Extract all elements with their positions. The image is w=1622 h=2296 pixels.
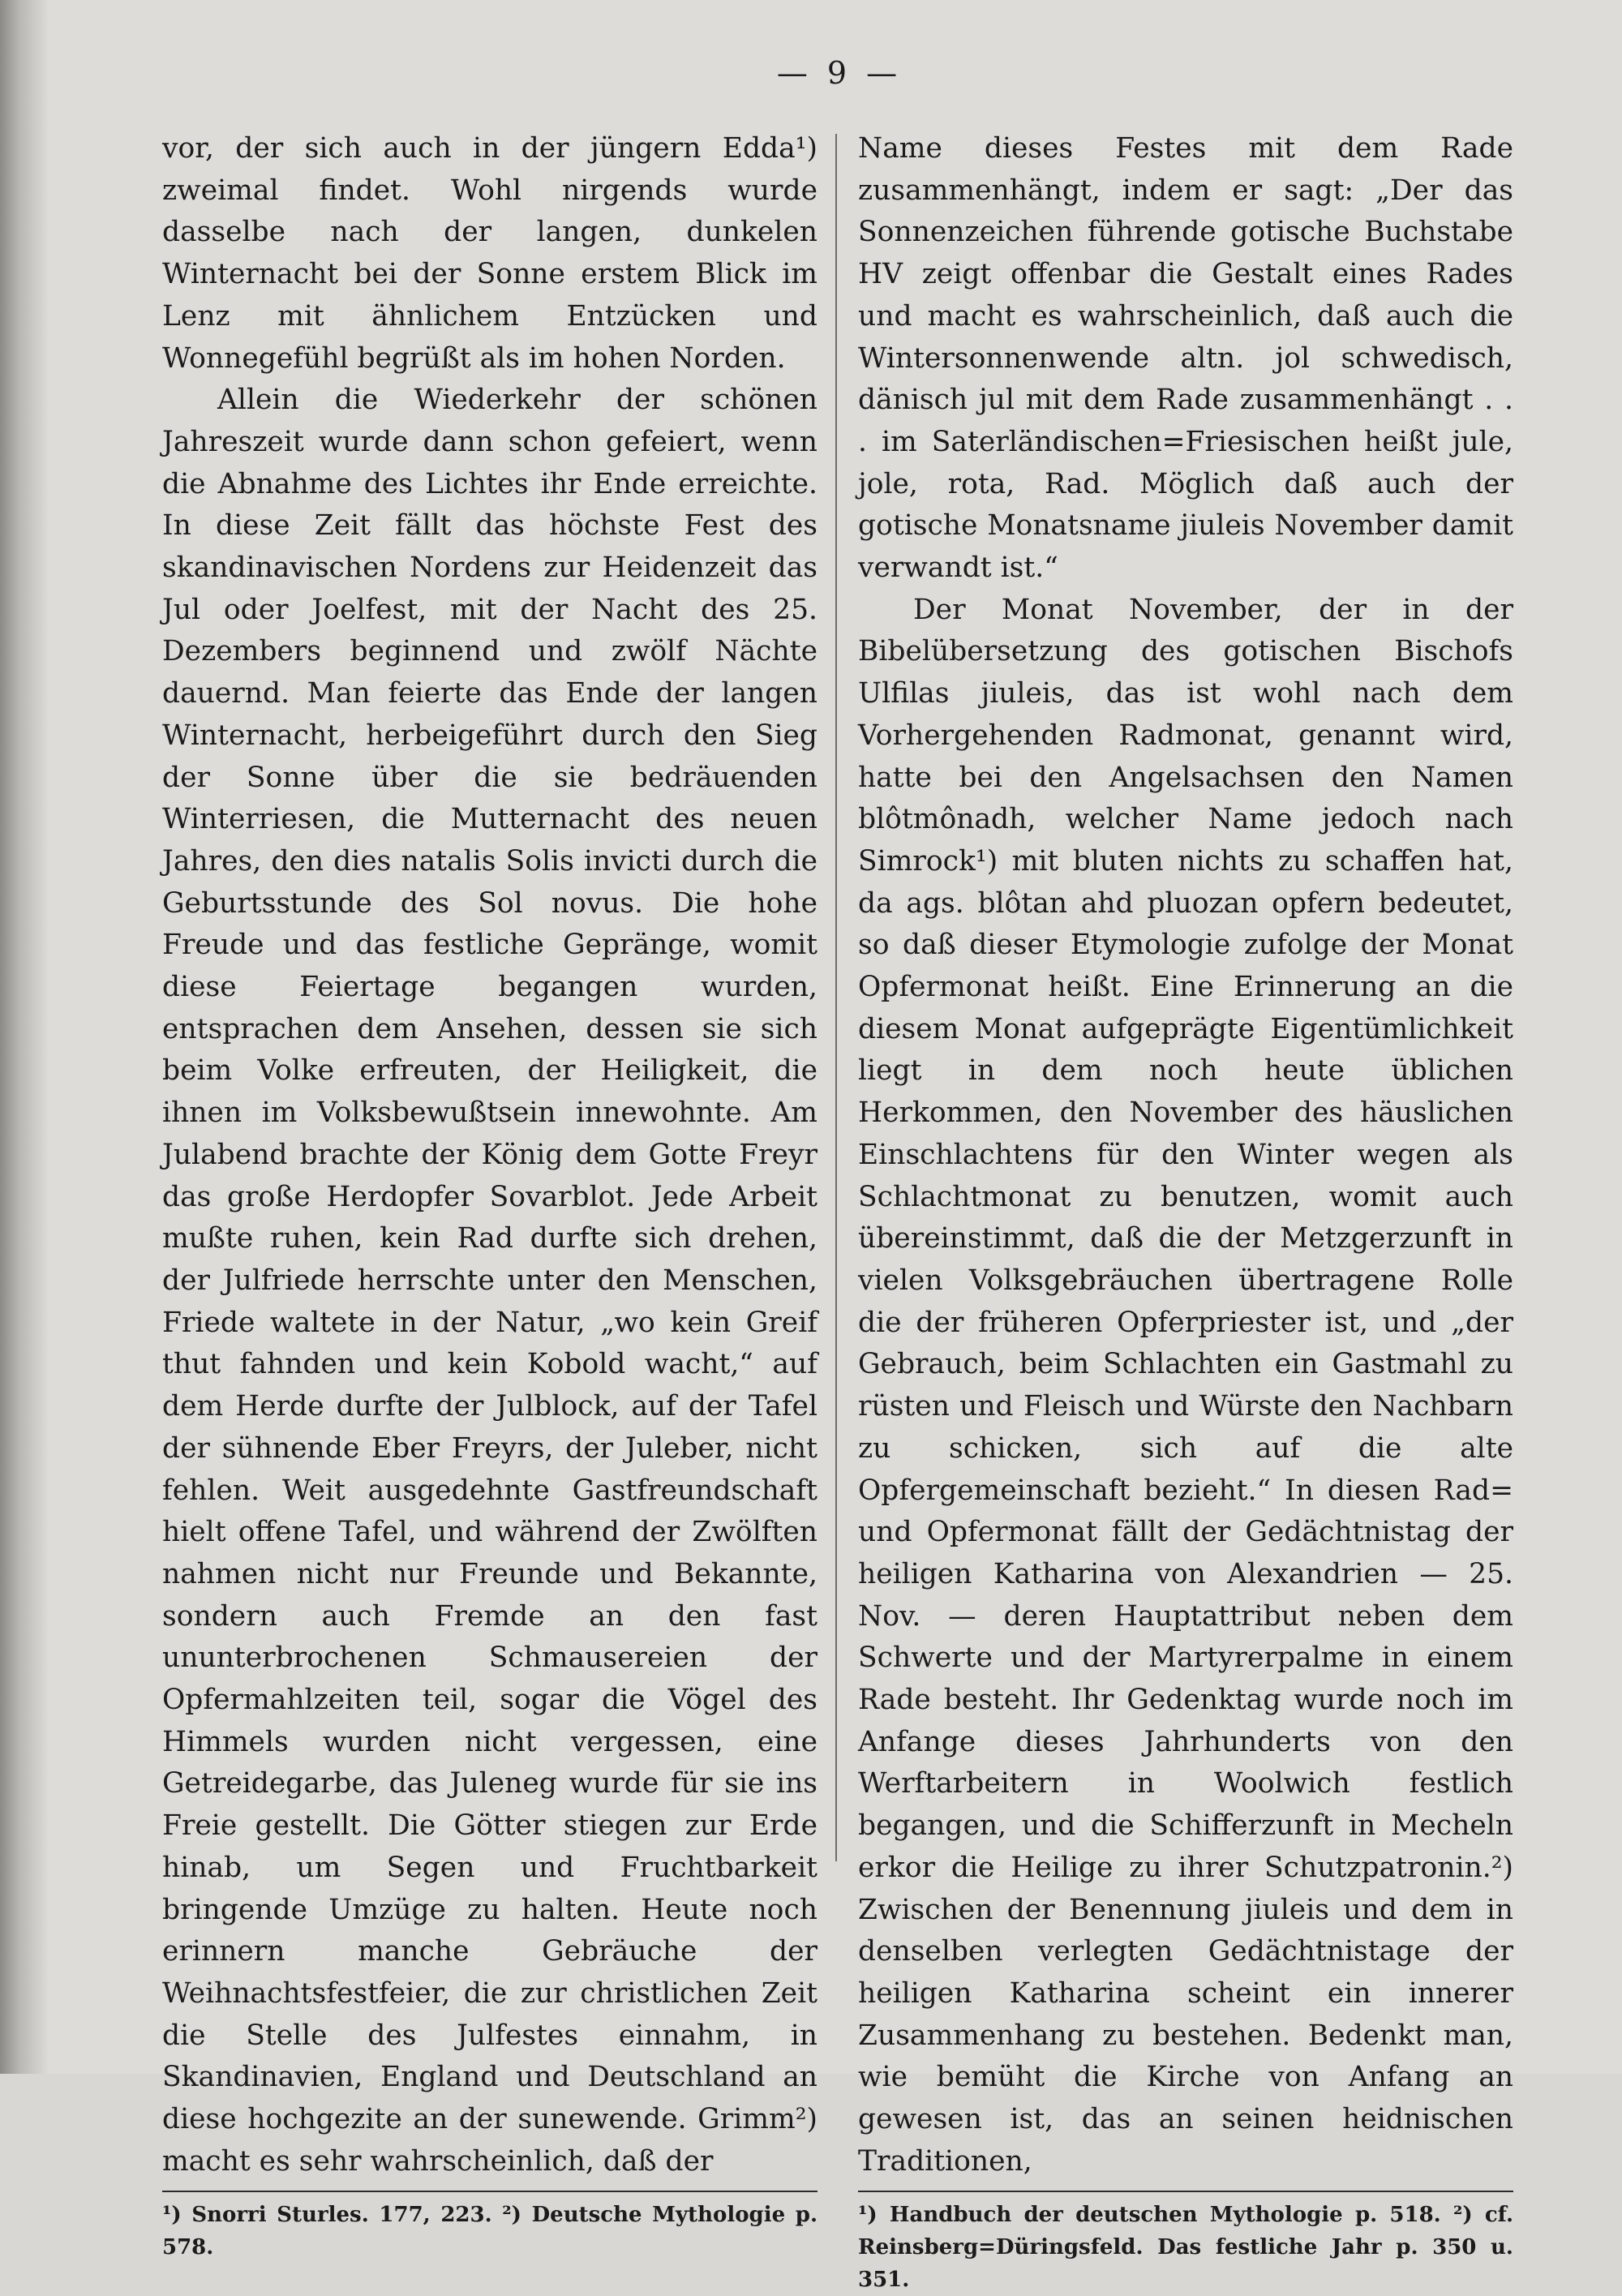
left-footnote: ¹) Snorri Sturles. 177, 223. ²) Deutsche Mythologie p. 578.	[162, 2203, 817, 2260]
right-column	[858, 128, 1513, 2296]
right-footnote-rule	[858, 2191, 1513, 2192]
binding-shadow	[0, 0, 49, 2074]
left-column	[162, 128, 817, 2264]
page-number: — 9 —	[776, 55, 903, 91]
left-paragraph-1: vor, der sich auch in der jüngern Edda¹) zweimal findet. Wohl nirgends wurde dasselbe nach der langen, dunkelen Winternacht bei der Sonne erstem Blick im Lenz mit ähnlichem Entzücken und Wonnegefühl begrüßt als im hohen Norden.	[162, 132, 817, 375]
right-paragraph-1: Name dieses Festes mit dem Rade zusammenhängt, indem er sagt: „Der das Sonnenzeichen führende gotische Buchstabe HV zeigt offenbar die Gestalt eines Rades und macht es wahrscheinlich, daß auch die Wintersonnenwende altn. jol schwedisch, dänisch jul mit dem Rade zusammenhängt . . . im Saterländischen=Friesischen heißt jule, jole, rota, Rad. Möglich daß auch der gotische Monatsname jiuleis November damit verwandt ist.“	[858, 132, 1513, 585]
column-divider	[835, 134, 837, 1861]
right-paragraph-2: Der Monat November, der in der Bibelübersetzung des gotischen Bischofs Ulfilas jiuleis, das ist wohl nach dem Vorhergehenden Radmonat, genannt wird, hatte bei den Angelsachsen den Namen blôtmônadh, welcher Name jedoch nach Simrock¹) mit bluten nichts zu schaffen hat, da ags. blôtan ahd pluozan opfern bedeutet, so daß dieser Etymologie zufolge der Monat Opfermonat heißt. Eine Erinnerung an die diesem Monat aufgeprägte Eigentümlichkeit liegt in dem noch heute üblichen Herkommen, den November des häuslichen Einschlachtens für den Winter wegen als Schlachtmonat zu benutzen, womit auch übereinstimmt, daß die der Metzgerzunft in vielen Volksgebräuchen übertragene Rolle die der früheren Opferpriester ist, und „der Gebrauch, beim Schlachten ein Gastmahl zu rüsten und Fleisch und Würste den Nachbarn zu schicken, sich auf die alte Opfergemeinschaft bezieht.“ In diesen Rad= und Opfermonat fällt der Gedächtnistag der heiligen Katharina von Alexandrien — 25. Nov. — deren Hauptattribut neben dem Schwerte und der Martyrerpalme in einem Rade besteht. Ihr Gedenktag wurde noch im Anfange dieses Jahrhunderts von den Werftarbeitern in Woolwich festlich begangen, und die Schifferzunft in Mecheln erkor die Heilige zu ihrer Schutzpatronin.²) Zwischen der Benennung jiuleis und dem in denselben verlegten Gedächtnistage der heiligen Katharina scheint ein innerer Zusammenhang zu bestehen. Bedenkt man, wie bemüht die Kirche von Anfang an gewesen ist, das an seinen heidnischen Traditionen,	[858, 593, 1513, 2178]
right-footnote: ¹) Handbuch der deutschen Mythologie p. 518. ²) cf. Reinsberg=Düringsfeld. Das festliche Jahr p. 350 u. 351.	[858, 2203, 1513, 2293]
left-paragraph-2: Allein die Wiederkehr der schönen Jahreszeit wurde dann schon gefeiert, wenn die Abnahme des Lichtes ihr Ende erreichte. In diese Zeit fällt das höchste Fest des skandinavischen Nordens zur Heidenzeit das Jul oder Joelfest, mit der Nacht des 25. Dezembers beginnend und zwölf Nächte dauernd. Man feierte das Ende der langen Winternacht, herbeigeführt durch den Sieg der Sonne über die sie bedräuenden Winterriesen, die Mutternacht des neuen Jahres, den dies natalis Solis invicti durch die Geburtsstunde des Sol novus. Die hohe Freude und das festliche Gepränge, womit diese Feiertage begangen wurden, entsprachen dem Ansehen, dessen sie sich beim Volke erfreuten, der Heiligkeit, die ihnen im Volksbewußtsein innewohnte. Am Julabend brachte der König dem Gotte Freyr das große Herdopfer Sovarblot. Jede Arbeit mußte ruhen, kein Rad durfte sich drehen, der Julfriede herrschte unter den Menschen, Friede waltete in der Natur, „wo kein Greif thut fahnden und kein Kobold wacht,“ auf dem Herde durfte der Julblock, auf der Tafel der sühnende Eber Freyrs, der Juleber, nicht fehlen. Weit ausgedehnte Gastfreundschaft hielt offene Tafel, und während der Zwölften nahmen nicht nur Freunde und Bekannte, sondern auch Fremde an den fast ununterbrochenen Schmausereien der Opfermahlzeiten teil, sogar die Vögel des Himmels wurden nicht vergessen, eine Getreidegarbe, das Juleneg wurde für sie ins Freie gestellt. Die Götter stiegen zur Erde hinab, um Segen und Fruchtbarkeit bringende Umzüge zu halten. Heute noch erinnern manche Gebräuche der Weihnachtsfestfeier, die zur christlichen Zeit die Stelle des Julfestes einnahm, in Skandinavien, England und Deutschland an diese hochgezite an der sunewende. Grimm²) macht es sehr wahrscheinlich, daß der	[162, 384, 817, 2178]
left-footnote-rule	[162, 2191, 817, 2192]
